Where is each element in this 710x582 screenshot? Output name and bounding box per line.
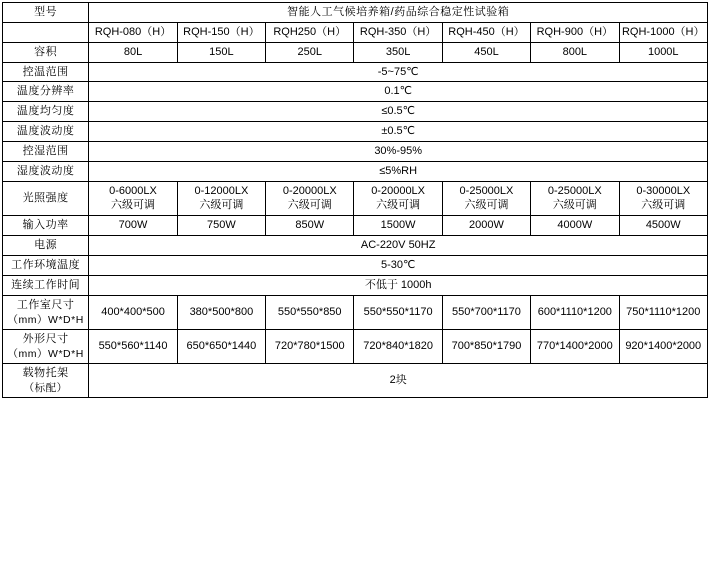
chamber-size-cell: 550*700*1170 bbox=[442, 295, 530, 329]
light-intensity-adjust: 六级可调 bbox=[111, 199, 156, 212]
chamber-size-cell: 380*500*800 bbox=[177, 295, 265, 329]
row-label-temp-range: 控温范围 bbox=[3, 62, 89, 82]
table-row-humidity-range bbox=[3, 141, 708, 161]
row-label-outer-size-main: 外形尺寸 bbox=[22, 332, 69, 345]
light-intensity-cell bbox=[531, 181, 619, 216]
table-row-title bbox=[3, 3, 708, 23]
outer-size-cell: 770*1400*2000 bbox=[531, 329, 619, 363]
model-cell: RQH-900（H） bbox=[531, 22, 619, 42]
row-label-ambient-temp: 工作环境温度 bbox=[3, 255, 89, 275]
input-power-cell: 1500W bbox=[354, 216, 442, 236]
light-intensity-adjust: 六级可调 bbox=[552, 199, 597, 212]
light-intensity-value: 0-20000LX bbox=[371, 184, 426, 197]
outer-size-cell: 920*1400*2000 bbox=[619, 329, 708, 363]
light-intensity-cell bbox=[177, 181, 265, 216]
table-row-temp-fluctuation bbox=[3, 122, 708, 142]
light-intensity-value: 0-6000LX bbox=[109, 184, 157, 197]
temp-fluctuation-value: ±0.5℃ bbox=[89, 122, 708, 142]
row-label-humidity-range: 控湿范围 bbox=[3, 141, 89, 161]
chamber-size-cell: 550*550*1170 bbox=[354, 295, 442, 329]
temp-uniformity-value: ≤0.5℃ bbox=[89, 102, 708, 122]
light-intensity-adjust: 六级可调 bbox=[641, 199, 686, 212]
outer-size-cell: 650*650*1440 bbox=[177, 329, 265, 363]
table-row-models bbox=[3, 22, 708, 42]
row-label-temp-resolution: 温度分辨率 bbox=[3, 82, 89, 102]
table-row-input-power bbox=[3, 216, 708, 236]
row-label-outer-size-sub: （mm）W*D*H bbox=[7, 347, 84, 360]
continuous-time-value: 不低于 1000h bbox=[89, 275, 708, 295]
humidity-range-value: 30%-95% bbox=[89, 141, 708, 161]
table-row-temp-resolution bbox=[3, 82, 708, 102]
outer-size-cell: 720*840*1820 bbox=[354, 329, 442, 363]
row-label-shelves-main: 载物托架 bbox=[22, 366, 69, 379]
light-intensity-cell bbox=[266, 181, 354, 216]
row-label-continuous-time: 连续工作时间 bbox=[3, 275, 89, 295]
table-row-capacity bbox=[3, 42, 708, 62]
capacity-cell: 800L bbox=[531, 42, 619, 62]
row-label-outer-size bbox=[3, 329, 89, 363]
light-intensity-adjust: 六级可调 bbox=[376, 199, 421, 212]
chamber-size-cell: 400*400*500 bbox=[89, 295, 177, 329]
row-label-model-blank bbox=[3, 22, 89, 42]
capacity-cell: 250L bbox=[266, 42, 354, 62]
light-intensity-cell bbox=[442, 181, 530, 216]
light-intensity-adjust: 六级可调 bbox=[287, 199, 332, 212]
light-intensity-cell bbox=[619, 181, 708, 216]
table-row-shelves bbox=[3, 363, 708, 397]
light-intensity-cell bbox=[89, 181, 177, 216]
power-supply-value: AC-220V 50HZ bbox=[89, 236, 708, 256]
specification-table bbox=[2, 2, 708, 398]
model-cell: RQH-1000（H） bbox=[619, 22, 708, 42]
input-power-cell: 4500W bbox=[619, 216, 708, 236]
capacity-cell: 450L bbox=[442, 42, 530, 62]
model-cell: RQH-150（H） bbox=[177, 22, 265, 42]
light-intensity-adjust: 六级可调 bbox=[199, 199, 244, 212]
row-label-model: 型号 bbox=[3, 3, 89, 23]
table-row-continuous-time bbox=[3, 275, 708, 295]
outer-size-cell: 720*780*1500 bbox=[266, 329, 354, 363]
row-label-power-supply: 电源 bbox=[3, 236, 89, 256]
light-intensity-value: 0-25000LX bbox=[547, 184, 602, 197]
table-row-temp-uniformity bbox=[3, 102, 708, 122]
input-power-cell: 4000W bbox=[531, 216, 619, 236]
chamber-size-cell: 550*550*850 bbox=[266, 295, 354, 329]
capacity-cell: 1000L bbox=[619, 42, 708, 62]
table-row-temp-range bbox=[3, 62, 708, 82]
model-cell: RQH-450（H） bbox=[442, 22, 530, 42]
row-label-chamber-size-sub: （mm）W*D*H bbox=[7, 313, 84, 326]
model-cell: RQH250（H） bbox=[266, 22, 354, 42]
light-intensity-cell bbox=[354, 181, 442, 216]
row-label-chamber-size bbox=[3, 295, 89, 329]
table-row-chamber-size bbox=[3, 295, 708, 329]
temp-resolution-value: 0.1℃ bbox=[89, 82, 708, 102]
capacity-cell: 350L bbox=[354, 42, 442, 62]
ambient-temp-value: 5-30℃ bbox=[89, 255, 708, 275]
temp-range-value: -5~75℃ bbox=[89, 62, 708, 82]
capacity-cell: 150L bbox=[177, 42, 265, 62]
row-label-input-power: 输入功率 bbox=[3, 216, 89, 236]
row-label-light-intensity: 光照强度 bbox=[3, 181, 89, 216]
chamber-size-cell: 750*1110*1200 bbox=[619, 295, 708, 329]
chamber-size-cell: 600*1110*1200 bbox=[531, 295, 619, 329]
input-power-cell: 750W bbox=[177, 216, 265, 236]
outer-size-cell: 550*560*1140 bbox=[89, 329, 177, 363]
row-label-chamber-size-main: 工作室尺寸 bbox=[16, 298, 75, 311]
row-label-temp-uniformity: 温度均匀度 bbox=[3, 102, 89, 122]
shelves-value: 2块 bbox=[89, 363, 708, 397]
humidity-fluctuation-value: ≤5%RH bbox=[89, 161, 708, 181]
capacity-cell: 80L bbox=[89, 42, 177, 62]
light-intensity-value: 0-30000LX bbox=[636, 184, 691, 197]
input-power-cell: 850W bbox=[266, 216, 354, 236]
light-intensity-value: 0-20000LX bbox=[282, 184, 337, 197]
row-label-temp-fluctuation: 温度波动度 bbox=[3, 122, 89, 142]
outer-size-cell: 700*850*1790 bbox=[442, 329, 530, 363]
row-label-capacity: 容积 bbox=[3, 42, 89, 62]
input-power-cell: 2000W bbox=[442, 216, 530, 236]
table-row-light-intensity bbox=[3, 181, 708, 216]
light-intensity-adjust: 六级可调 bbox=[464, 199, 509, 212]
product-title: 智能人工气候培养箱/药品综合稳定性试验箱 bbox=[89, 3, 708, 23]
table-row-outer-size bbox=[3, 329, 708, 363]
model-cell: RQH-350（H） bbox=[354, 22, 442, 42]
light-intensity-value: 0-25000LX bbox=[459, 184, 514, 197]
light-intensity-value: 0-12000LX bbox=[194, 184, 249, 197]
table-row-power-supply bbox=[3, 236, 708, 256]
row-label-shelves bbox=[3, 363, 89, 397]
input-power-cell: 700W bbox=[89, 216, 177, 236]
row-label-humidity-fluctuation: 湿度波动度 bbox=[3, 161, 89, 181]
model-cell: RQH-080（H） bbox=[89, 22, 177, 42]
row-label-shelves-sub: （标配） bbox=[23, 381, 68, 394]
table-row-humidity-fluctuation bbox=[3, 161, 708, 181]
table-row-ambient-temp bbox=[3, 255, 708, 275]
